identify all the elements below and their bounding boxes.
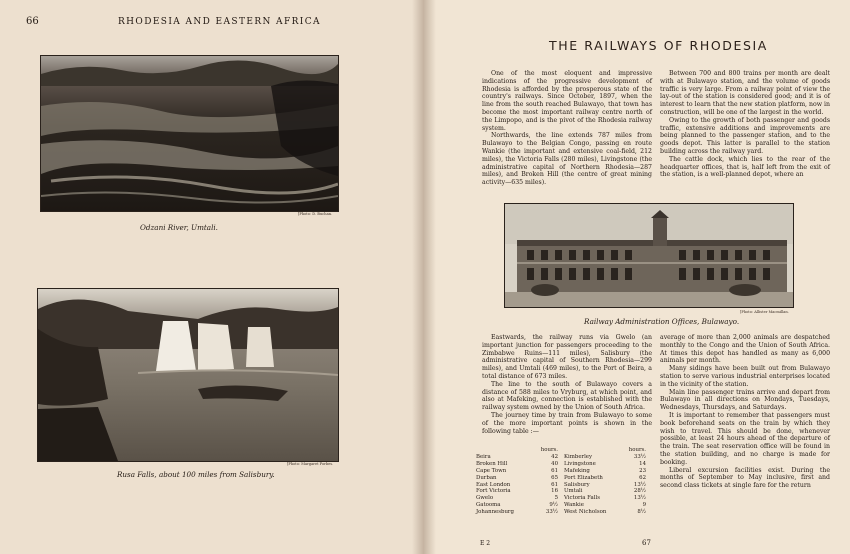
paragraph: Liberal excursion facilities exist. During the months of September to May inclusive, first and second class tickets at single fare for the return	[660, 466, 830, 490]
journey-hours: 33½	[545, 509, 558, 516]
destination: Umtali	[564, 488, 583, 495]
destination: Johannesburg	[476, 509, 514, 516]
paragraph: Between 700 and 800 trains per month are dealt with at Bulawayo station, and the volume of goods traffic is very large. From a railway point of view the lay-out of the station is considered good; and it is of interest to learn that the new station platform, now in construction, will be one of the largest in the world.	[660, 70, 830, 116]
paragraph: The journey time by train from Bulawayo to some of the more important points is shown in the following table :—	[482, 411, 652, 435]
destination: Durban	[476, 474, 497, 481]
destination: Livingstone	[564, 460, 596, 467]
journey-hours: 13½	[633, 481, 646, 488]
photo3-credit: [Photo: Allister Macmillan.	[740, 310, 789, 314]
table-row	[476, 454, 646, 461]
destination: Beira	[476, 453, 491, 460]
journey-time-table	[476, 447, 646, 516]
photo-rusa-falls	[37, 288, 339, 462]
paragraph: average of more than 2,000 animals are despatched monthly to the Congo and the Union of South Africa. At times this depot has handled as many as 6,000 animals per month.	[660, 334, 830, 365]
destination: West Nicholson	[564, 509, 607, 516]
table-row	[476, 468, 646, 475]
table-cell-pair	[564, 468, 646, 475]
gutter-shadow	[412, 0, 436, 554]
right-page	[424, 0, 850, 554]
photo-odzani-river	[40, 55, 339, 212]
table-cell-pair	[564, 502, 646, 509]
column-2-bottom	[660, 334, 830, 490]
destination: Gwelo	[476, 495, 494, 502]
column-2-top	[660, 70, 830, 179]
article-title: THE RAILWAYS OF RHODESIA	[549, 38, 768, 53]
photo2-credit: [Photo: Margaret Forbes.	[287, 462, 334, 466]
paragraph: The line to the south of Bulawayo covers a distance of 588 miles to Vryburg, at which point, and also at Mafeking, connection is established with the railway system owned by the Union of South Africa.	[482, 380, 652, 412]
destination: Fort Victoria	[476, 488, 511, 495]
destination: Cape Town	[476, 467, 507, 474]
table-cell-pair	[476, 461, 558, 468]
table-cell-pair	[564, 495, 646, 502]
journey-hours: 62	[639, 474, 646, 481]
table-cell-pair	[476, 509, 558, 516]
journey-hours: 61	[551, 481, 558, 488]
destination: Gatooma	[476, 502, 501, 509]
destination: East London	[476, 481, 511, 488]
journey-hours: 42	[551, 453, 558, 460]
hours-header: hours.	[540, 447, 558, 453]
left-page	[0, 0, 424, 554]
destination: Wankie	[564, 502, 584, 509]
destination: Kimberley	[564, 453, 593, 460]
paragraph: Eastwards, the railway runs via Gwelo (an important junction for passengers proceeding to the Zimbabwe Ruins—111 miles), Salisbury (the administrative capital of Southern Rhodesia—299 miles), and Umtali (469 miles), to the Port of Beira, a total distance of 673 miles.	[482, 334, 652, 380]
table-row	[476, 461, 646, 468]
journey-hours: 33½	[633, 453, 646, 460]
right-page-number: 67	[642, 539, 651, 547]
table-row	[476, 475, 646, 482]
table-row	[476, 495, 646, 502]
journey-hours: 65	[551, 474, 558, 481]
destination: Port Elizabeth	[564, 474, 603, 481]
column-1-bottom	[482, 334, 652, 435]
paragraph: Many sidings have been built out from Bulawayo station to serve various industrial enterprises located in the vicinity of the station.	[660, 365, 830, 388]
left-page-number: 66	[26, 16, 39, 27]
table-cell-pair	[476, 495, 558, 502]
photo1-credit: [Photo: D. Buchan.	[298, 212, 333, 216]
table-row	[476, 488, 646, 495]
journey-hours: 28½	[633, 488, 646, 495]
destination: Victoria Falls	[564, 495, 600, 502]
column-1-top	[482, 70, 652, 187]
running-head: RHODESIA AND EASTERN AFRICA	[118, 17, 321, 27]
table-cell-pair	[476, 475, 558, 482]
photo2-caption: Rusa Falls, about 100 miles from Salisbury.	[117, 470, 275, 479]
paragraph: Northwards, the line extends 787 miles from Bulawayo to the Belgian Congo, passing en route Wankie (the important and extensive coal-field, 212 miles), the Victoria Falls (280 miles), Livingstone (the administrative capital of Northern Rhodesia—287 miles), and Broken Hill (the centre of great mining activity—635 miles).	[482, 132, 652, 187]
journey-hours: 40	[551, 460, 558, 467]
table-cell-pair	[564, 475, 646, 482]
table-cell-pair	[564, 461, 646, 468]
table-cell-pair	[564, 454, 646, 461]
journey-hours: 8½	[637, 509, 646, 516]
table-header	[476, 447, 646, 454]
table-row	[476, 509, 646, 516]
photo1-caption: Odzani River, Umtali.	[140, 223, 218, 232]
table-cell-pair	[476, 454, 558, 461]
paragraph: Main line passenger trains arrive and depart from Bulawayo in all directions on Mondays, Tuesdays, Wednesdays, Thursdays, and Saturdays.	[660, 388, 830, 412]
table-row	[476, 482, 646, 489]
table-cell-pair	[476, 488, 558, 495]
table-row	[476, 502, 646, 509]
journey-hours: 9½	[549, 502, 558, 509]
journey-hours: 9	[642, 502, 646, 509]
paragraph: The cattle dock, which lies to the rear of the headquarter offices, that is, half left from the exit of the station, is a well-planned depot, where an	[660, 155, 830, 179]
paragraph: Owing to the growth of both passenger and goods traffic, extensive additions and improvements are being planned to the passenger station, and to the goods depot. This latter is parallel to the station building across the railway yard.	[660, 116, 830, 155]
photo3-caption: Railway Administration Offices, Bulawayo.	[584, 317, 740, 326]
journey-hours: 14	[639, 460, 646, 467]
hours-header: hours.	[628, 447, 646, 453]
paragraph: It is important to remember that passengers must book beforehand seats on the train by which they wish to travel. This should be done, whenever possible, at least 24 hours ahead of the departure of the train. The seat reservation office will be found in the station building, and no charge is made for booking.	[660, 411, 830, 466]
photo-railway-offices	[504, 203, 794, 308]
table-cell-pair	[476, 482, 558, 489]
destination: Broken Hill	[476, 460, 508, 467]
journey-hours: 5	[554, 495, 558, 502]
paragraph: One of the most eloquent and impressive indications of the progressive development of Rhodesia is afforded by the prosperous state of the country's railways. Since October, 1897, when the line from the south reached Bulawayo, that town has become the most important railway centre north of the Limpopo, and is the pivot of the Rhodesia railway system.	[482, 70, 652, 132]
table-cell-pair	[564, 509, 646, 516]
journey-hours: 16	[551, 488, 558, 495]
destination: Mafeking	[564, 467, 590, 474]
destination: Salisbury	[564, 481, 590, 488]
journey-hours: 61	[551, 467, 558, 474]
journey-hours: 23	[639, 467, 646, 474]
journey-hours: 13½	[633, 495, 646, 502]
table-cell-pair	[476, 468, 558, 475]
signature-mark: E 2	[480, 540, 491, 547]
